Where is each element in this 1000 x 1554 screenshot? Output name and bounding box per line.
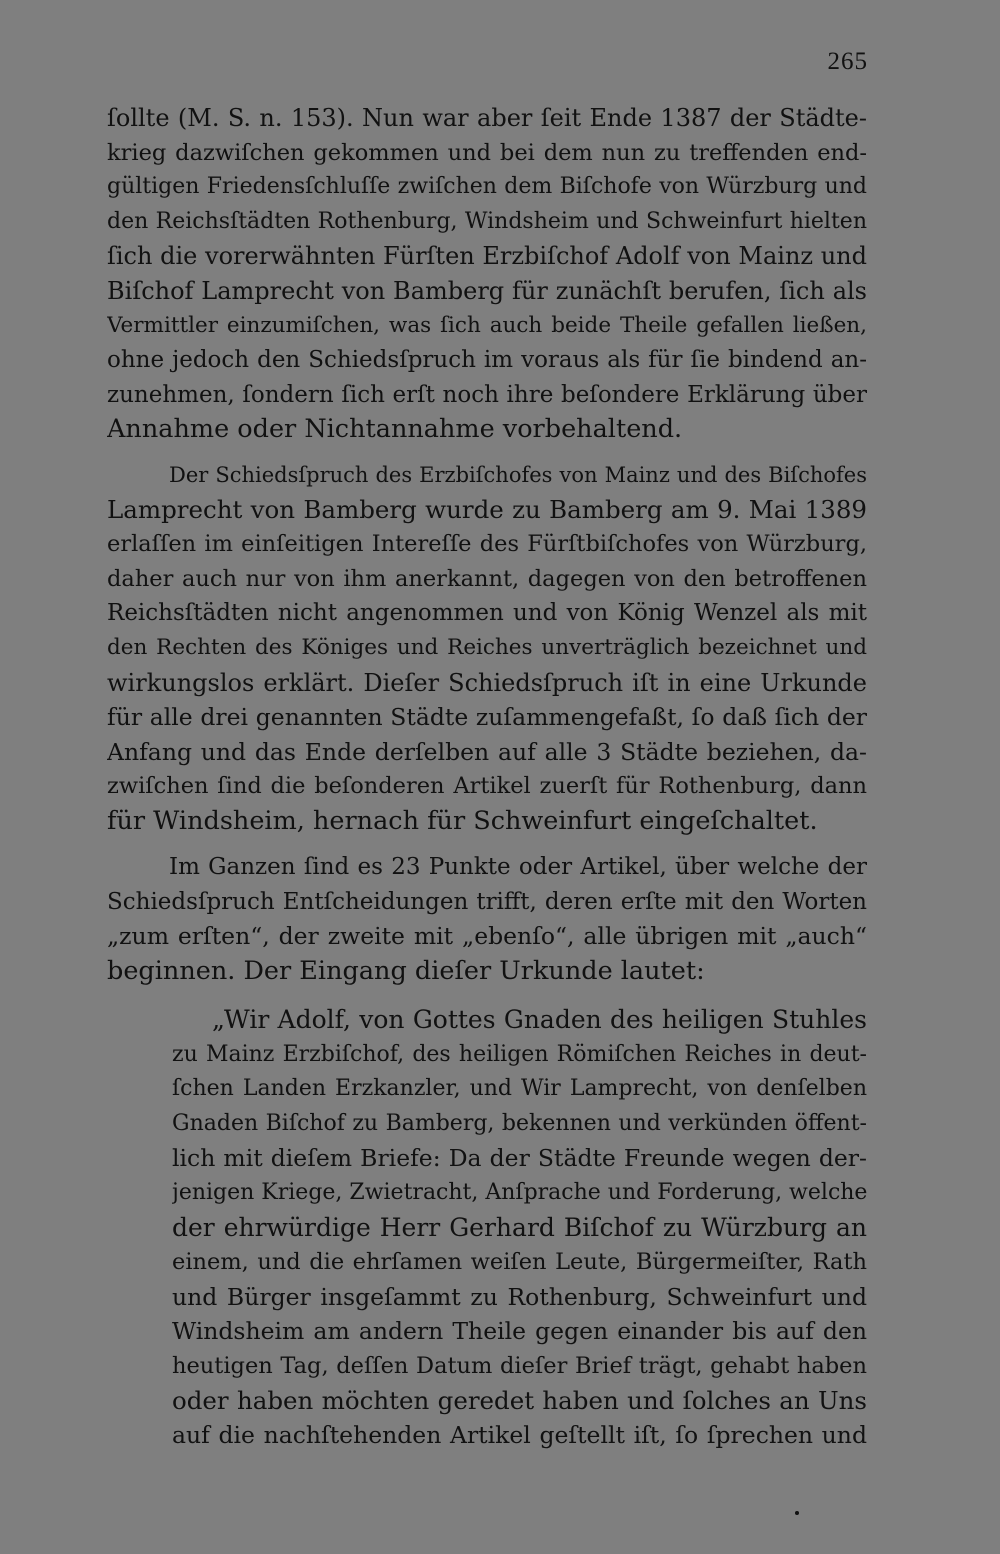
text-line: ohne jedoch den Schiedsſpruch im voraus als für ſie bindend an-: [107, 347, 867, 374]
text-line: ſchen Landen Erzkanzler, und Wir Lamprecht, von denſelben: [172, 1076, 867, 1102]
text-line: gültigen Friedensſchluſſe zwiſchen dem Biſchofe von Würzburg und: [107, 174, 867, 200]
text-line: lich mit dieſem Briefe: Da der Städte Freunde wegen der-: [172, 1144, 867, 1173]
text-line: „zum erſten“, der zweite mit „ebenſo“, alle übrigen mit „auch“: [107, 922, 867, 951]
text-line: zu Mainz Erzbiſchof, des heiligen Römiſchen Reiches in deut-: [172, 1041, 867, 1067]
text-line: „Wir Adolf, von Gottes Gnaden des heiligen Stuhles: [212, 1005, 867, 1034]
paragraph-2: [107, 458, 867, 839]
text-line: Biſchof Lamprecht von Bamberg für zunächſt berufen, ſich als: [107, 276, 867, 305]
text-line: Lamprecht von Bamberg wurde zu Bamberg am 9. Mai 1389: [107, 494, 867, 524]
text-line: krieg dazwiſchen gekommen und bei dem nun zu treffenden end-: [107, 139, 867, 166]
text-line: Anfang und das Ende derſelben auf alle 3 Städte beziehen, da-: [107, 737, 867, 766]
text-line: erlaſſen im einſeitigen Intereſſe des Fürſtbiſchofes von Würzburg,: [107, 531, 867, 558]
quoted-document: [172, 1003, 867, 1453]
text-line: den Reichsſtädten Rothenburg, Windsheim und Schweinfurt hielten: [107, 208, 867, 234]
text-line: heutigen Tag, deſſen Datum dieſer Brief trägt, gehabt haben: [172, 1352, 867, 1379]
text-line: zwiſchen ſind die beſonderen Artikel zuerſt für Rothenburg, dann: [107, 773, 867, 800]
text-line: der ehrwürdige Herr Gerhard Biſchof zu Würzburg an: [172, 1212, 867, 1242]
text-line: wirkungslos erklärt. Dieſer Schiedsſpruch iſt in eine Urkunde: [107, 668, 867, 697]
text-line: zunehmen, ſondern ſich erſt noch ihre beſondere Erklärung über: [107, 381, 867, 408]
text-line: einem, und die ehrſamen weiſen Leute, Bürgermeiſter, Rath: [172, 1249, 867, 1276]
paragraph-3: [107, 850, 867, 988]
text-line: ſich die vorerwähnten Fürſten Erzbiſchof Adolf von Mainz und: [107, 242, 867, 271]
text-line: Windsheim am andern Theile gegen einander bis auf den: [172, 1317, 867, 1346]
page-number: 265: [827, 48, 868, 75]
text-line: beginnen. Der Eingang dieſer Urkunde lautet:: [107, 955, 705, 986]
paragraph-1: [107, 101, 867, 447]
text-line: oder haben möchten geredet haben und ſolches an Uns: [172, 1385, 867, 1415]
text-line: Der Schiedsſpruch des Erzbiſchofes von Mainz und des Biſchofes: [169, 463, 867, 487]
text-line: daher auch nur von ihm anerkannt, dagegen von den betroffenen: [107, 565, 867, 592]
text-line: für Windsheim, hernach für Schweinfurt eingeſchaltet.: [107, 805, 818, 836]
text-line: Reichsſtädten nicht angenommen und von König Wenzel als mit: [107, 600, 867, 627]
text-line: Gnaden Biſchof zu Bamberg, bekennen und verkünden öffent-: [172, 1110, 867, 1136]
text-line: für alle drei genannten Städte zuſammengefaßt, ſo daß ſich der: [107, 703, 867, 732]
text-line: Vermittler einzumiſchen, was ſich auch beide Theile gefallen ließen,: [107, 312, 867, 338]
text-line: und Bürger insgeſammt zu Rothenburg, Schweinfurt und: [172, 1282, 867, 1311]
text-line: jenigen Kriege, Zwietracht, Anſprache und Forderung, welche: [172, 1179, 867, 1205]
text-line: Schiedsſpruch Entſcheidungen trifft, deren erſte mit den Worten: [107, 888, 867, 915]
text-line: den Rechten des Königes und Reiches unverträglich bezeichnet und: [107, 634, 867, 660]
text-line: auf die nachſtehenden Artikel geſtellt iſt, ſo ſprechen und: [172, 1421, 867, 1450]
text-line: ſollte (M. S. n. 153). Nun war aber ſeit Ende 1387 der Städte-: [107, 104, 867, 132]
text-line: Im Ganzen ſind es 23 Punkte oder Artikel, über welche der: [169, 854, 867, 880]
printer-mark: [795, 1511, 799, 1515]
text-line: Annahme oder Nichtannahme vorbehaltend.: [107, 414, 683, 445]
